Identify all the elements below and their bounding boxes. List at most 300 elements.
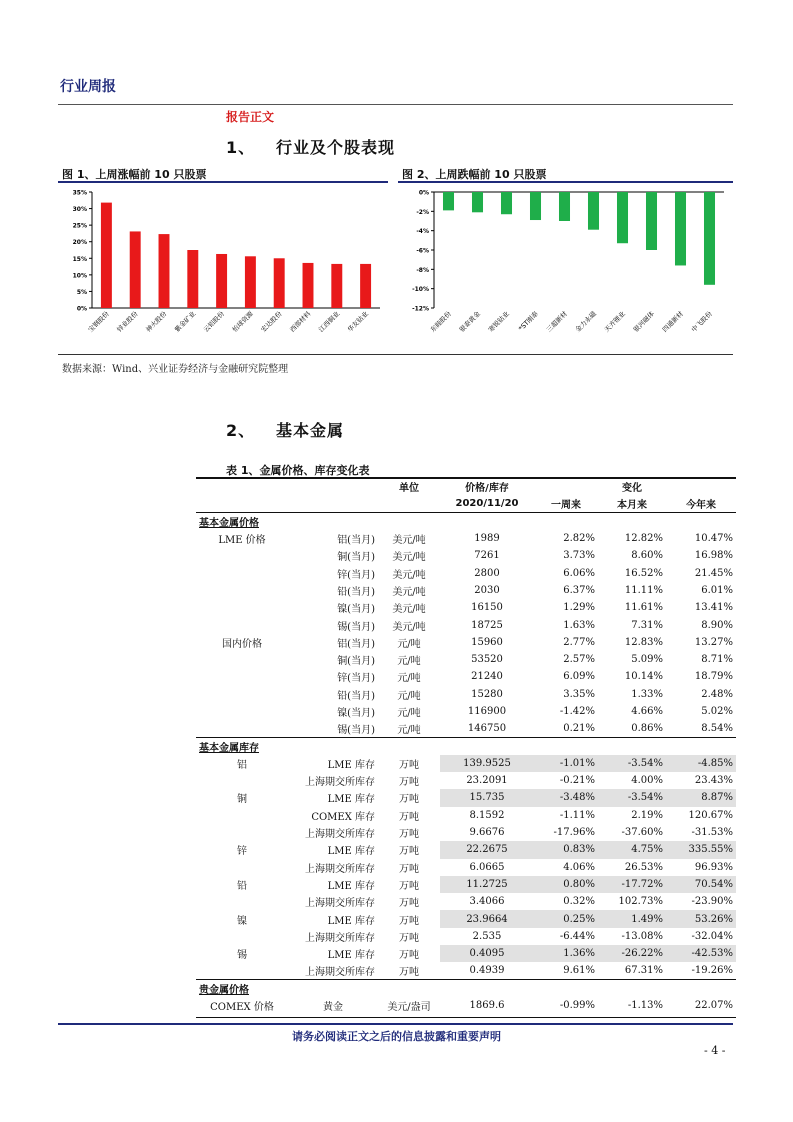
week-change-cell: 9.61% — [563, 965, 595, 977]
ytd-change-cell: 10.47% — [694, 533, 733, 545]
bar — [216, 254, 227, 308]
group-cell: 锌 — [237, 846, 247, 858]
item-cell: 铜(当月) — [337, 552, 375, 564]
item-cell: 黄金 — [323, 1002, 343, 1014]
ytd-change-cell: 120.67% — [688, 809, 733, 821]
group-cell — [196, 686, 288, 703]
group-cell — [196, 807, 288, 824]
table-row — [196, 962, 736, 979]
week-change-cell: 6.09% — [563, 671, 595, 683]
week-change-cell: -1.01% — [534, 755, 598, 772]
value-cell: 0.4095 — [440, 945, 534, 962]
ytd-change-header: 今年来 — [686, 500, 716, 512]
value-cell: 15960 — [471, 636, 503, 648]
unit-cell: 万吨 — [399, 794, 419, 806]
x-category-label: 怡球资源 — [230, 309, 255, 334]
value-cell: 53520 — [471, 654, 503, 666]
table-row — [196, 720, 736, 737]
value-cell: 18725 — [471, 619, 503, 631]
y-tick-label: 30% — [72, 206, 87, 214]
ytd-change-cell: -23.90% — [691, 896, 733, 908]
x-category-label: 三超新材 — [544, 309, 569, 334]
ytd-change-cell: 8.87% — [666, 789, 736, 806]
week-change-cell: 0.25% — [534, 910, 598, 927]
bar — [472, 192, 483, 212]
x-category-label: 西部材料 — [288, 309, 313, 334]
week-change-cell: -1.42% — [559, 706, 595, 717]
y-tick-label: 5% — [76, 288, 87, 296]
group-cell — [196, 928, 288, 945]
month-change-cell: 10.14% — [624, 671, 663, 683]
month-change-cell: 8.60% — [631, 550, 663, 562]
unit-cell: 元/吨 — [397, 725, 421, 737]
ytd-change-cell: 5.02% — [701, 706, 733, 717]
x-category-label: 神火股份 — [144, 309, 169, 334]
ytd-change-cell: 23.43% — [694, 775, 733, 787]
unit-cell: 万吨 — [399, 811, 419, 823]
bar — [187, 250, 198, 308]
x-category-label: 寒锐钴业 — [486, 309, 511, 334]
week-change-cell: 2.57% — [563, 654, 595, 666]
month-change-cell: -13.08% — [621, 930, 663, 942]
item-cell: 锡(当月) — [337, 725, 375, 737]
table-1-caption: 表 1、金属价格、库存变化表 — [226, 464, 370, 477]
x-category-label: 华友钴业 — [345, 309, 371, 334]
x-category-label: 紫金矿业 — [173, 309, 198, 334]
value-cell: 139.9525 — [440, 755, 534, 772]
table-row — [196, 755, 736, 772]
item-cell: 锡(当月) — [337, 621, 375, 633]
ytd-change-cell: 13.41% — [694, 602, 733, 614]
value-cell: 21240 — [471, 671, 503, 683]
unit-cell: 元/吨 — [397, 690, 421, 702]
unit-cell: 万吨 — [399, 863, 419, 875]
unit-cell: 万吨 — [399, 967, 419, 979]
item-cell: 上海期交所库存 — [305, 777, 375, 789]
ytd-change-cell: 96.93% — [694, 861, 733, 873]
month-change-cell: -17.72% — [598, 876, 666, 893]
group-cell — [196, 703, 288, 720]
month-change-cell: 67.31% — [624, 965, 663, 977]
x-category-label: 银河磁体 — [631, 309, 656, 334]
item-cell: LME 库存 — [327, 846, 375, 858]
value-cell: 2800 — [474, 567, 500, 579]
x-category-label: *ST刚泰 — [517, 309, 540, 333]
item-cell: LME 库存 — [327, 794, 375, 806]
value-cell: 11.2725 — [440, 876, 534, 893]
week-change-cell: 3.35% — [563, 688, 595, 700]
ytd-change-cell: 6.01% — [701, 584, 733, 596]
table-row — [196, 616, 736, 633]
table-row — [196, 841, 736, 858]
table-row — [196, 997, 736, 1014]
price-header: 价格/库存 — [465, 483, 509, 495]
group-cell: 铜 — [237, 794, 247, 806]
value-cell: 116900 — [467, 706, 507, 717]
table-row — [196, 893, 736, 910]
table-row — [196, 824, 736, 841]
month-change-cell: 1.49% — [598, 910, 666, 927]
group-cell: 铅 — [237, 880, 247, 892]
table-section-title: 基本金属库存 — [196, 737, 378, 754]
group-cell — [196, 893, 288, 910]
item-cell: 镍(当月) — [337, 708, 375, 719]
x-category-label: 宝钢股份 — [86, 309, 111, 334]
group-cell — [196, 962, 288, 979]
table-section-title: 贵金属价格 — [196, 980, 378, 997]
unit-cell: 元/吨 — [397, 656, 421, 668]
month-change-cell: 7.31% — [631, 619, 663, 631]
table-row — [196, 703, 736, 720]
table-row — [196, 910, 736, 927]
figure-1-rule — [58, 181, 388, 183]
table-row — [196, 859, 736, 876]
footer-rule — [58, 1023, 733, 1025]
month-change-cell: 16.52% — [624, 567, 663, 579]
table-row — [196, 530, 736, 547]
group-cell — [196, 668, 288, 685]
group-cell — [196, 720, 288, 737]
y-tick-label: -10% — [412, 286, 429, 294]
month-change-cell: 12.83% — [624, 636, 663, 648]
item-cell: LME 库存 — [327, 915, 375, 927]
y-tick-label: -2% — [416, 208, 429, 216]
week-change-cell: 0.83% — [534, 841, 598, 858]
unit-cell: 万吨 — [399, 915, 419, 927]
bar — [675, 192, 686, 265]
week-change-cell: -1.11% — [559, 809, 595, 821]
ytd-change-cell: -32.04% — [691, 930, 733, 942]
table-section-row — [196, 737, 736, 754]
ytd-change-cell: -4.85% — [666, 755, 736, 772]
week-change-cell: 0.21% — [563, 723, 595, 735]
table-section-row — [196, 513, 736, 530]
section-1-heading — [226, 135, 395, 158]
group-cell — [196, 824, 288, 841]
unit-cell: 美元/吨 — [392, 535, 426, 547]
group-cell — [196, 599, 288, 616]
group-cell: 国内价格 — [222, 638, 262, 650]
month-change-cell: 11.61% — [624, 602, 663, 614]
ytd-change-cell: -19.26% — [691, 965, 733, 977]
table-row — [196, 876, 736, 893]
table-row — [196, 686, 736, 703]
group-cell — [196, 651, 288, 668]
month-change-cell: -1.13% — [627, 1000, 663, 1012]
month-change-cell: 102.73% — [618, 896, 663, 908]
top-losers-chart — [398, 184, 733, 352]
month-change-cell: 12.82% — [624, 533, 663, 545]
group-cell: 铝 — [237, 759, 247, 771]
figure-1-caption: 图 1、上周涨幅前 10 只股票 — [62, 168, 207, 181]
month-change-cell: 2.19% — [631, 809, 663, 821]
value-cell: 2030 — [474, 584, 500, 596]
x-category-label: 金力永磁 — [573, 309, 598, 334]
group-cell — [196, 582, 288, 599]
value-cell: 2.535 — [472, 930, 502, 942]
x-category-label: 东睦股份 — [428, 309, 453, 334]
bar — [159, 234, 170, 308]
table-row — [196, 564, 736, 581]
table-row — [196, 668, 736, 685]
ytd-change-cell: 8.71% — [701, 654, 733, 666]
x-category-label: 宏达股份 — [259, 309, 284, 334]
bar — [559, 192, 570, 221]
bar — [101, 203, 112, 308]
header-rule — [58, 104, 733, 105]
week-change-cell: 0.32% — [563, 896, 595, 908]
value-cell: 6.0665 — [469, 861, 505, 873]
item-cell: 上海期交所库存 — [305, 898, 375, 910]
value-cell: 1989 — [474, 533, 500, 545]
unit-cell: 美元/吨 — [392, 621, 426, 633]
unit-cell: 万吨 — [399, 898, 419, 910]
table-row — [196, 651, 736, 668]
month-change-cell: -26.22% — [598, 945, 666, 962]
month-change-cell: 4.66% — [631, 706, 663, 717]
value-cell: 15280 — [471, 688, 503, 700]
change-header: 变化 — [622, 483, 642, 495]
y-tick-label: -12% — [412, 305, 429, 313]
week-change-cell: 2.77% — [563, 636, 595, 648]
month-change-cell: 4.00% — [631, 775, 663, 787]
item-cell: 锌(当月) — [337, 673, 375, 685]
value-cell: 9.6676 — [469, 827, 505, 839]
value-cell: 8.1592 — [469, 809, 505, 821]
bar — [530, 192, 541, 220]
item-cell: LME 库存 — [327, 880, 375, 892]
week-change-cell: 1.36% — [534, 945, 598, 962]
table-row — [196, 582, 736, 599]
week-change-cell: 1.29% — [563, 602, 595, 614]
x-category-label: 中飞股份 — [689, 309, 714, 334]
unit-cell: 美元/盎司 — [387, 1002, 431, 1014]
month-change-cell: 11.11% — [624, 584, 663, 596]
month-change-cell: 26.53% — [624, 861, 663, 873]
table-row — [196, 945, 736, 962]
figure-bottom-rule — [58, 354, 733, 355]
value-cell: 15.735 — [440, 789, 534, 806]
value-cell: 22.2675 — [440, 841, 534, 858]
ytd-change-cell: -42.53% — [666, 945, 736, 962]
table-section-row — [196, 980, 736, 997]
week-change-cell: 1.63% — [563, 619, 595, 631]
table-section-title: 基本金属价格 — [196, 513, 378, 530]
price-date-header: 2020/11/20 — [455, 498, 519, 510]
unit-cell: 万吨 — [399, 846, 419, 858]
item-cell: 铅(当月) — [337, 586, 375, 598]
unit-cell: 元/吨 — [397, 673, 421, 685]
unit-cell: 美元/吨 — [392, 586, 426, 598]
table-row — [196, 772, 736, 789]
item-cell: 上海期交所库存 — [305, 932, 375, 944]
x-category-label: 四通新材 — [660, 309, 685, 334]
month-change-cell: 1.33% — [631, 688, 663, 700]
y-tick-label: -4% — [416, 228, 429, 236]
ytd-change-cell: 70.54% — [666, 876, 736, 893]
section-2-title: 基本金属 — [276, 421, 345, 440]
section-1-number: 1、 — [226, 138, 256, 157]
group-cell: 镍 — [237, 915, 247, 927]
value-cell: 7261 — [474, 550, 500, 562]
month-change-header: 本月来 — [617, 500, 647, 512]
y-tick-label: 20% — [72, 239, 87, 247]
group-cell — [196, 616, 288, 633]
report-type-title: 行业周报 — [60, 79, 116, 95]
table-row — [196, 789, 736, 806]
item-cell: 上海期交所库存 — [305, 967, 375, 979]
value-cell: 0.4939 — [469, 965, 505, 977]
month-change-cell: -3.54% — [598, 755, 666, 772]
group-cell — [196, 772, 288, 789]
ytd-change-cell: 18.79% — [694, 671, 733, 683]
week-change-cell: -0.99% — [559, 1000, 595, 1012]
group-cell — [196, 547, 288, 564]
month-change-cell: 0.86% — [631, 723, 663, 735]
group-cell: LME 价格 — [218, 535, 266, 547]
section-tag: 报告正文 — [226, 110, 275, 124]
item-cell: 铜(当月) — [337, 656, 375, 668]
value-cell: 3.4066 — [469, 896, 505, 908]
group-cell — [196, 564, 288, 581]
ytd-change-cell: 2.48% — [701, 688, 733, 700]
table-bottom-rule — [196, 1017, 736, 1018]
item-cell: 锌(当月) — [337, 569, 375, 581]
y-tick-label: -8% — [416, 266, 429, 274]
item-cell: 铅(当月) — [337, 690, 375, 702]
page-number: - 4 - — [704, 1044, 726, 1057]
bar — [443, 192, 454, 210]
disclaimer-notice: 请务必阅读正文之后的信息披露和重要声明 — [292, 1030, 501, 1043]
unit-header: 单位 — [399, 483, 419, 495]
item-cell: 镍(当月) — [337, 604, 375, 616]
table-row — [196, 928, 736, 945]
week-change-cell: 0.80% — [534, 876, 598, 893]
x-category-label: 云铝股份 — [201, 309, 227, 334]
month-change-cell: -3.54% — [598, 789, 666, 806]
section-2-heading — [226, 418, 344, 441]
y-tick-label: -6% — [416, 247, 429, 255]
data-source-note: 数据来源：Wind、兴业证券经济与金融研究院整理 — [62, 364, 289, 375]
value-cell: 16150 — [471, 602, 503, 614]
item-cell: 上海期交所库存 — [305, 829, 375, 841]
week-change-cell: 3.73% — [563, 550, 595, 562]
section-1-title: 行业及个股表现 — [276, 138, 396, 157]
week-change-cell: 6.06% — [563, 567, 595, 579]
table-row — [196, 634, 736, 651]
unit-cell: 万吨 — [399, 880, 419, 892]
value-cell: 23.9664 — [440, 910, 534, 927]
ytd-change-cell: 13.27% — [694, 636, 733, 648]
unit-cell: 美元/吨 — [392, 604, 426, 616]
y-tick-label: 15% — [72, 255, 87, 263]
item-cell: LME 库存 — [327, 950, 375, 962]
month-change-cell: 5.09% — [631, 654, 663, 666]
unit-cell: 元/吨 — [397, 638, 421, 650]
month-change-cell: -37.60% — [621, 827, 663, 839]
bar — [303, 263, 314, 308]
table-row — [196, 807, 736, 824]
item-cell: 铝(当月) — [337, 638, 375, 650]
x-category-label: 江西铜业 — [317, 309, 342, 334]
x-category-label: 天齐锂业 — [602, 309, 627, 334]
section-2-number: 2、 — [226, 421, 256, 440]
table-row — [196, 547, 736, 564]
bar — [245, 256, 256, 308]
group-cell: 锡 — [237, 950, 247, 962]
top-gainers-chart — [58, 184, 388, 352]
bar — [331, 264, 342, 308]
item-cell: LME 库存 — [327, 759, 375, 771]
week-change-cell: -17.96% — [553, 827, 595, 839]
table-header-row-2 — [196, 495, 736, 512]
x-category-label: 银泰黄金 — [457, 309, 482, 334]
y-tick-label: 10% — [72, 272, 87, 280]
group-cell — [196, 859, 288, 876]
bar — [617, 192, 628, 243]
value-cell: 146750 — [467, 723, 507, 735]
month-change-cell: 4.75% — [598, 841, 666, 858]
unit-cell: 美元/吨 — [392, 569, 426, 581]
bar — [501, 192, 512, 214]
bar — [274, 258, 285, 308]
ytd-change-cell: 8.54% — [701, 723, 733, 735]
unit-cell: 万吨 — [399, 829, 419, 841]
item-cell: COMEX 库存 — [311, 811, 375, 823]
bar — [704, 192, 715, 285]
week-change-cell: -3.48% — [534, 789, 598, 806]
y-tick-label: 0% — [76, 305, 87, 313]
ytd-change-cell: -31.53% — [691, 827, 733, 839]
week-change-cell: 2.82% — [563, 533, 595, 545]
unit-cell: 万吨 — [399, 759, 419, 771]
table-row — [196, 599, 736, 616]
unit-cell: 万吨 — [399, 932, 419, 944]
unit-cell: 元/吨 — [397, 708, 421, 719]
item-cell: 上海期交所库存 — [305, 863, 375, 875]
week-change-cell: -0.21% — [559, 775, 595, 787]
week-change-cell: 4.06% — [563, 861, 595, 873]
ytd-change-cell: 335.55% — [666, 841, 736, 858]
bar — [588, 192, 599, 230]
ytd-change-cell: 16.98% — [694, 550, 733, 562]
unit-cell: 万吨 — [399, 777, 419, 789]
figure-2-rule — [398, 181, 733, 183]
bar — [360, 264, 371, 308]
unit-cell: 万吨 — [399, 950, 419, 962]
metal-price-inventory-table — [196, 478, 736, 1014]
group-cell: COMEX 价格 — [210, 1002, 274, 1014]
ytd-change-cell: 53.26% — [666, 910, 736, 927]
value-cell: 1869.6 — [469, 1000, 505, 1012]
y-tick-label: 0% — [418, 189, 429, 197]
week-change-cell: -6.44% — [559, 930, 595, 942]
figure-2-caption: 图 2、上周跌幅前 10 只股票 — [402, 168, 547, 181]
ytd-change-cell: 8.90% — [701, 619, 733, 631]
x-category-label: 锌业股份 — [115, 309, 140, 334]
table-header-row-1 — [196, 478, 736, 495]
unit-cell: 美元/吨 — [392, 552, 426, 564]
week-change-header: 一周来 — [551, 500, 581, 512]
bar — [130, 231, 141, 308]
week-change-cell: 6.37% — [563, 584, 595, 596]
y-tick-label: 35% — [72, 189, 87, 197]
ytd-change-cell: 22.07% — [694, 1000, 733, 1012]
item-cell: 铝(当月) — [337, 535, 375, 547]
ytd-change-cell: 21.45% — [694, 567, 733, 579]
value-cell: 23.2091 — [466, 775, 508, 787]
bar — [646, 192, 657, 250]
